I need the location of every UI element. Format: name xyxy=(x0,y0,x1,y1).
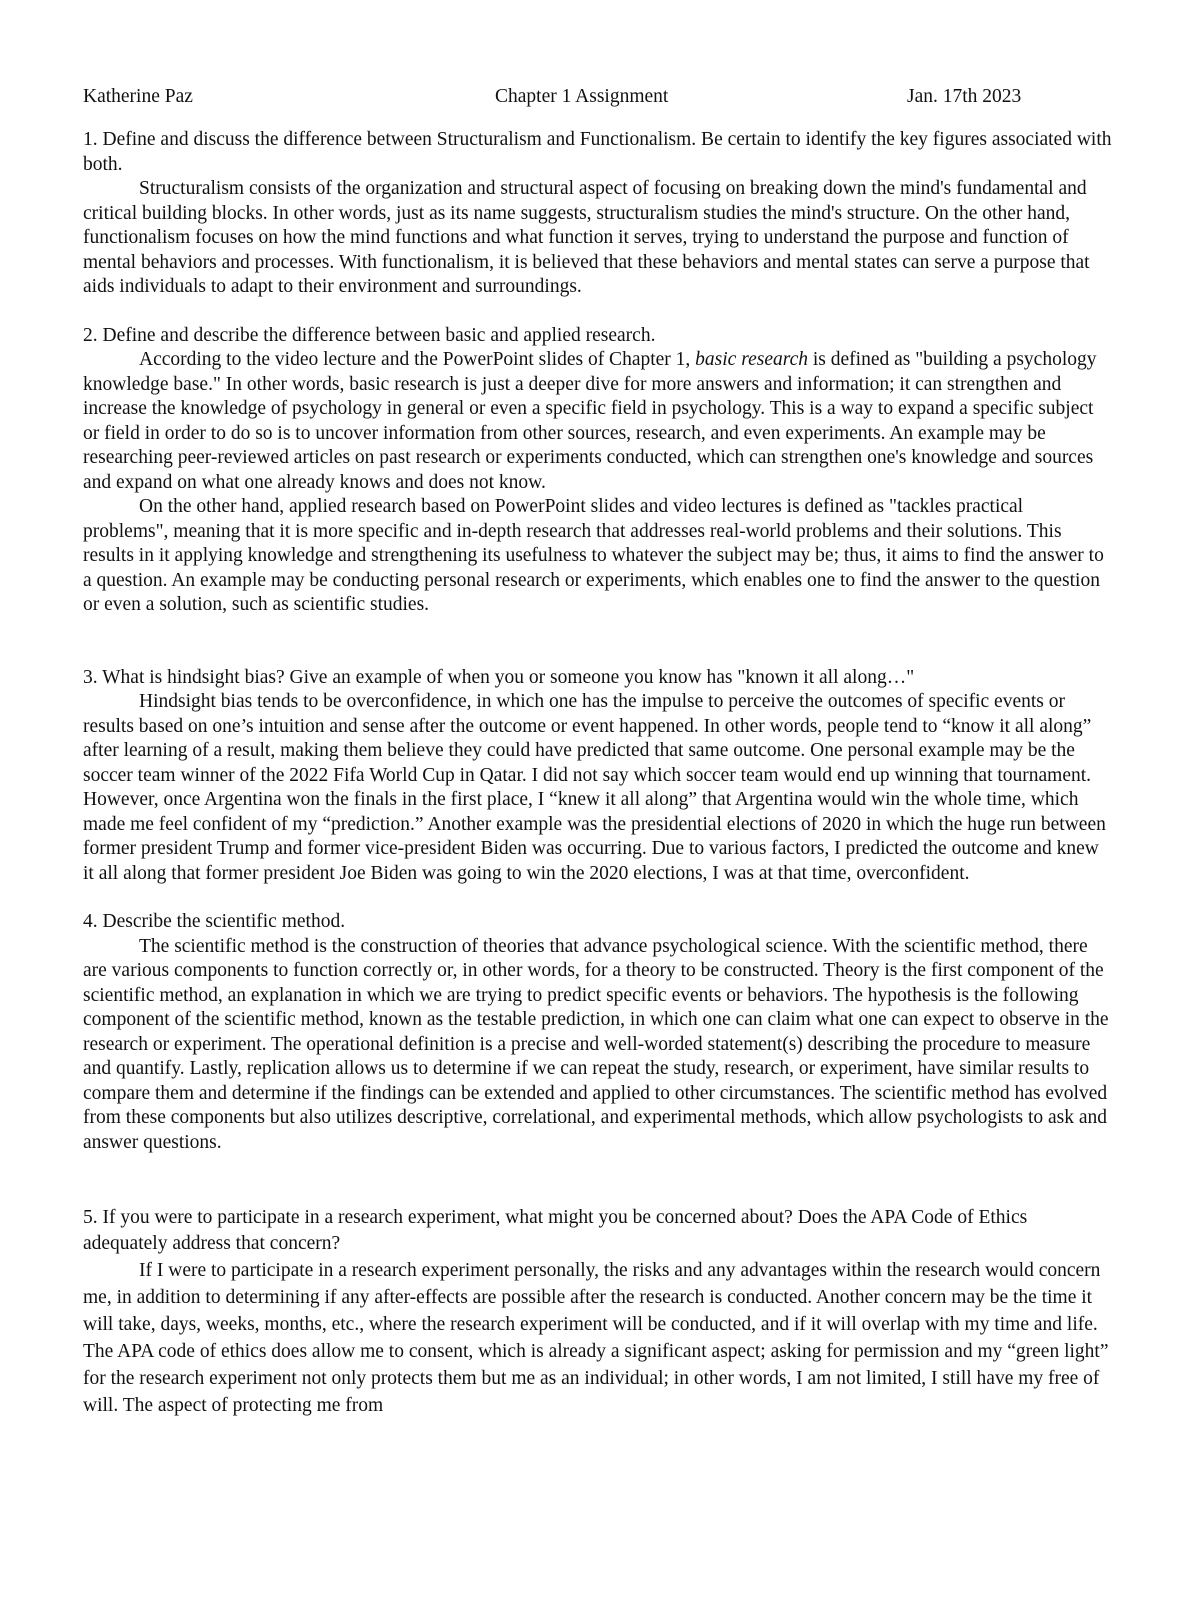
answer-2-applied: On the other hand, applied research based on PowerPoint slides and video lectures is defined as "tackles practical problems", meaning that it is more specific and in-depth research that addresses real-world problems and their solutions. This results in it applying knowledge and strengthening its usefulness to whatever the subject may be; thus, it aims to find the answer to a question. An example may be conducting personal research or experiments, which enables one to find the answer to the question or even a solution, such as scientific studies. xyxy=(83,496,1104,615)
assignment-title: Chapter 1 Assignment xyxy=(495,86,669,107)
question-1: 1. Define and discuss the difference between Structuralism and Functionalism. Be certain to identify the key figures associated with both. xyxy=(83,129,1112,175)
spacer xyxy=(83,886,1113,910)
assignment-date: Jan. 17th 2023 xyxy=(907,86,1022,107)
basic-research-term: basic research xyxy=(695,349,808,370)
question-4: 4. Describe the scientific method. xyxy=(83,911,346,932)
answer-2-basic xyxy=(83,348,1113,495)
answer-2-intro: According to the video lecture and the PowerPoint slides of Chapter 1, xyxy=(139,349,696,370)
answer-1: Structuralism consists of the organization and structural aspect of focusing on breaking down the mind's fundamental and critical building blocks. In other words, just as its name suggests, structuralism studies the mind's structure. On the other hand, functionalism focuses on how the mind functions and what function it serves, trying to understand the purpose and function of mental behaviors and processes. With functionalism, it is believed that these behaviors and mental states can serve a purpose that aids individuals to adapt to their environment and surroundings. xyxy=(83,178,1090,297)
question-5: 5. If you were to participate in a research experiment, what might you be concerned about? Does the APA Code of Ethics adequately address that concern? xyxy=(83,1207,1028,1254)
answer-5: If I were to participate in a research experiment personally, the risks and any advantages within the research would concern me, in addition to determining if any after-effects are possible after the research is conducted. Another concern may be the time it will take, days, weeks, months, etc., where the research experiment will be conducted, and if it will overlap with my time and life. The APA code of ethics does allow me to consent, which is already a significant aspect; asking for permission and my “green light” for the research experiment not only protects them but me as an individual; in other words, I am not limited, I still have my free of will. The aspect of protecting me from xyxy=(83,1260,1109,1416)
page-header xyxy=(83,82,1113,112)
document-page xyxy=(83,82,1113,1419)
answer-4: The scientific method is the construction of theories that advance psychological science. With the scientific method, there are various components to function correctly or, in other words, for a theory to be constructed. Theory is the first component of the scientific method, an explanation in which we are trying to predict specific events or behaviors. The hypothesis is the following component of the scientific method, known as the testable prediction, in which one can claim what one can expect to observe in the research or experiment. The operational definition is a precise and well-worded statement(s) describing the procedure to measure and quantify. Lastly, replication allows us to determine if we can repeat the study, research, or experiment, have similar results to compare them and determine if the findings can be extended and applied to other circumstances. The scientific method has evolved from these components but also utilizes descriptive, correlational, and experimental methods, which allow psychologists to ask and answer questions. xyxy=(83,935,1109,1153)
author-name: Katherine Paz xyxy=(83,86,193,107)
answer-3: Hindsight bias tends to be overconfidence, in which one has the impulse to perceive the outcomes of specific events or results based on one’s intuition and sense after the outcome or event happened. In other words, people tend to “know it all along” after learning of a result, making them believe they could have predicted that same outcome. One personal example may be the soccer team winner of the 2022 Fifa World Cup in Qatar. I did not say which soccer team would end up winning that tournament. However, once Argentina won the finals in the first place, I “knew it all along” that Argentina would win the whole time, which made me feel confident of my “prediction.” Another example was the presidential elections of 2020 in which the huge run between former president Trump and former vice-president Biden was occurring. Due to various factors, I predicted the outcome and knew it all along that former president Joe Biden was going to win the 2020 elections, I was at that time, overconfident. xyxy=(83,691,1106,884)
question-3: 3. What is hindsight bias? Give an example of when you or someone you know has "known it all along…" xyxy=(83,666,915,688)
answer-2-body: is defined as "building a psychology knowledge base." In other words, basic research is just a deeper dive for more answers and information; it can strengthen and increase the knowledge of psychology in general or even a specific field in psychology. This is a way to expand a specific subject or field in order to do so is to uncover information from other sources, research, and even experiments. An example may be researching peer-reviewed articles on past research or experiments conducted, which can strengthen one's knowledge and sources and expand on what one already knows and does not know. xyxy=(83,349,1097,493)
question-2: 2. Define and describe the difference between basic and applied research. xyxy=(83,324,656,346)
spacer xyxy=(83,618,1113,666)
spacer xyxy=(83,1155,1113,1205)
spacer xyxy=(83,300,1113,324)
